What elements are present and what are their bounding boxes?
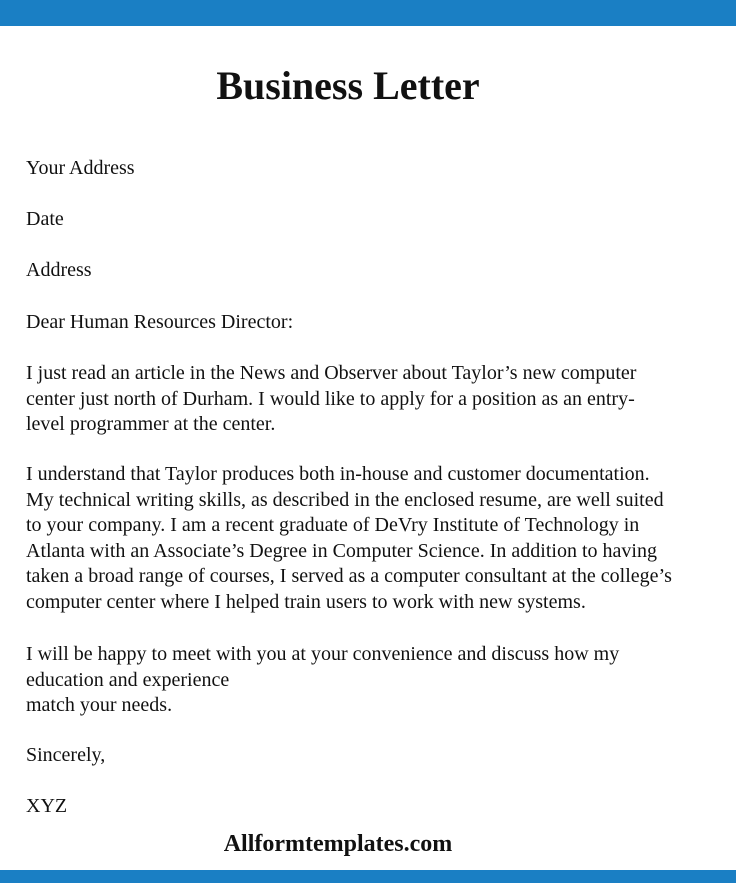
paragraph-line: to your company. I am a recent graduate of DeVry Institute of Technology in	[26, 514, 640, 536]
paragraph-line: education and experience	[26, 668, 230, 691]
paragraph-line: match your needs.	[26, 694, 173, 716]
footer-site-name: Allformtemplates.com	[223, 831, 453, 857]
paragraph-line: level programmer at the center.	[26, 413, 276, 435]
paragraph-line: center just north of Durham. I would like to apply for a position as an entry-	[26, 387, 635, 410]
paragraph-3	[26, 642, 726, 719]
page-title: Business Letter	[216, 63, 480, 108]
paragraph-line: taken a broad range of courses, I served as a computer consultant at the college’s	[26, 565, 672, 587]
paragraph-2	[26, 462, 726, 615]
sender-address: Your Address	[26, 157, 135, 179]
letter-date: Date	[26, 208, 64, 230]
paragraph-line: My technical writing skills, as described in the enclosed resume, are well suited	[26, 488, 664, 511]
salutation: Dear Human Resources Director:	[26, 311, 294, 333]
paragraph-line: I just read an article in the News and Observer about Taylor’s new computer	[26, 362, 637, 384]
paragraph-line: Atlanta with an Associate’s Degree in Computer Science. In addition to having	[26, 539, 657, 562]
signature: XYZ	[26, 795, 68, 817]
paragraph-line: I will be happy to meet with you at your convenience and discuss how my	[26, 643, 620, 665]
bottom-accent-bar	[0, 870, 736, 883]
paragraph-line: I understand that Taylor produces both in-house and customer documentation.	[26, 463, 650, 485]
paragraph-line: computer center where I helped train users to work with new systems.	[26, 590, 586, 613]
top-accent-bar	[0, 0, 736, 26]
paragraph-1	[26, 361, 726, 438]
recipient-address: Address	[26, 259, 92, 281]
closing: Sincerely,	[26, 744, 106, 766]
